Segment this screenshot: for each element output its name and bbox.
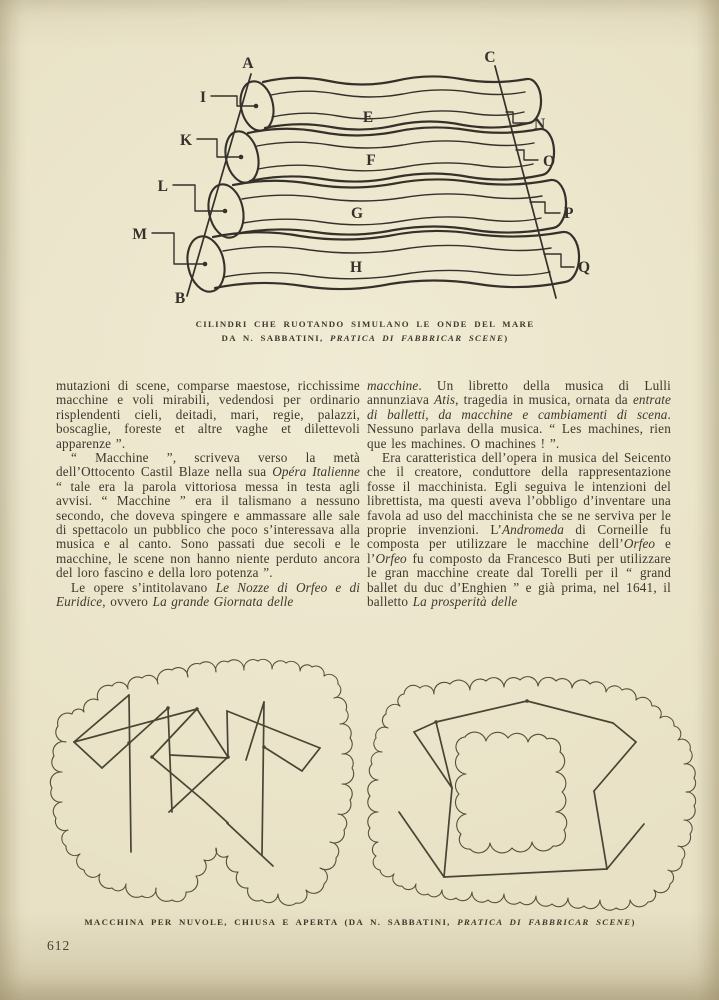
label-b: B [174,290,186,307]
text-column-right [367,379,671,610]
text-run: mutazioni di scene, comparse maestose, ricchissime macchine e voli mirabili, vedendosi per ordinario risplendenti cieli, deitadi, mari, regie, palazzi, boscaglie, foreste et altre vaghe et dilettevoli apparenze ”. [56,378,360,451]
page-number: 612 [47,938,71,953]
label-a: A [242,55,254,72]
rod-joint-dot [127,741,131,745]
label-k: K [179,132,192,149]
leader-k [197,139,240,157]
label-p: P [564,205,574,222]
cylinder-body-g [233,179,566,234]
frame-line-c [495,66,556,298]
frame-rod [197,709,228,757]
cylinder-wave-g1 [242,194,542,201]
leader-p [530,202,560,213]
cylinder-wave-f2 [258,163,533,171]
text-run: . Nessuno parlava della musica. “ Les machines, rien que les machines. O machines ! ”. [367,406,671,451]
label-f: F [366,152,376,169]
caption-text: MACCHINA PER NUVOLE, CHIUSA E APERTA (DA N. SABBATINI, [84,917,458,927]
caption-line-1 [140,318,590,332]
italic-text-run: Andromeda [502,522,564,538]
text-run: Le opere s’intitolavano [71,579,216,595]
text-run: Era caratteristica dell’opera in musica del Seicento che il creatore, conduttore della rappresentazione fosse il macchinista. Egli seguiva le intenzioni del librettista, ma questi aveva l’obbligo d’inventare una favola ad uso del macchinista che se ne serviva per le proprie invenzioni. L’ [367,450,671,538]
frame-rod [444,788,452,877]
frame-rod-joints [127,699,529,759]
caption-text: DA N. SABBATINI, [221,332,330,343]
label-i: I [199,89,206,106]
cylinder-wave-e1 [271,90,525,97]
leader-l [173,185,224,211]
frame-rod [302,748,320,771]
text-run: fu composto da Francesco Buti per utilizzare le gran macchine create dal Torelli per il “ grand ballet du duc d’Enghien ” e già prima, nel 1641, il balletto [367,550,671,610]
italic-text-run: macchine [367,378,419,393]
cylinder-wave-e2 [272,111,524,119]
cylinder-wave-g2 [243,217,541,225]
figure-wave-cylinders [132,49,590,307]
frame-rod [594,742,636,791]
cylinder-body-f [248,127,554,181]
label-o: O [543,153,556,170]
frame-rod [414,732,452,788]
text-run: “ Macchine ”, scriveva verso la metà dell’Ottocento Castil Blaze nella sua [56,450,360,480]
cylinder-wave-h1 [223,245,551,253]
caption-text: ) [504,332,509,343]
italic-text-run: Orfeo [623,536,656,552]
caption-text: CILINDRI CHE RUOTANDO SIMULANO LE ONDE DEL MARE [195,319,535,329]
text-column-left [56,379,360,610]
italic-text-run: Le Nozze di Orfeo e di Euridice [56,579,360,610]
figure-cloud-machines [50,659,695,910]
axis-dot-h [203,262,208,267]
paragraph [56,451,360,581]
axis-dot-g [223,209,228,214]
paragraph [56,581,360,610]
text-run: di Corneille fu composta per utilizzare le macchine dell’ [367,522,672,552]
frame-rod [264,747,302,771]
frame-rod [203,800,228,823]
cloud-closed-frame-rods [74,695,320,866]
rod-joint-dot [525,699,529,703]
axis-dot-e [254,104,259,109]
leader-q [544,254,574,267]
cylinder-wave-h2 [224,270,550,278]
caption-text: ) [631,917,636,927]
frame-rod [170,755,228,758]
frame-rod [607,824,644,869]
label-m: M [132,226,147,243]
text-run: . Un libretto della musica di Lulli annunziava [367,378,671,408]
italic-text-run: entrate di balletti, da macchine e cambiamenti di scena [367,392,671,422]
text-run: , tragedia in musica, ornata da [455,392,633,408]
rod-joint-dot [166,706,170,710]
frame-rod [436,722,452,788]
label-e: E [362,109,374,126]
italic-text-run: La prosperità delle [412,594,518,610]
label-h: H [349,259,363,276]
rod-joint-dot [262,745,266,749]
cylinder-body-h [213,231,579,289]
italic-text-run: Orfeo [375,550,407,566]
frame-rod [74,742,102,768]
frame-rod [436,701,527,722]
frame-rod [129,695,131,852]
caption-work-title: PRATICA DI FABBRICAR SCENE [329,332,505,343]
frame-rod [399,812,444,877]
rod-joint-dot [150,755,154,759]
label-l: L [157,178,168,195]
label-g: G [350,205,364,222]
rod-joint-dot [434,720,438,724]
cloud-open-frame-rods [399,701,644,877]
label-c: C [484,49,496,66]
frame-rod [227,711,228,757]
paragraph [367,379,671,451]
frame-rod [414,722,436,732]
label-q: Q [578,259,591,276]
text-run: “ tale era la parola vittoriosa messa in testa agli avvisi. “ Macchine ” era il talismano a nessuno secondo, che doveva spingere e ammassare alle sale di spettacolo un pubblico che poco s’interessava alla musica e al canto. Sono passati due secoli e le macchine, le scene non hanno niente perduto ancora del loro fascino e della loro potenza ”. [56,478,360,581]
paragraph [367,451,671,609]
text-run: e l’ [367,536,671,566]
italic-text-run: Atis [434,392,456,408]
frame-rod [594,791,607,869]
leader-i [211,96,254,106]
frame-rod [527,701,613,723]
frame-rod [152,757,203,800]
frame-rod [227,823,273,866]
axis-dot-f [239,155,244,160]
caption-work-title: PRATICA DI FABBRICAR SCENE [457,917,632,927]
cloud-open-inner-outline [455,732,566,853]
figure-caption-cylinders [140,318,590,345]
cloud-open-outer-outline [368,677,696,911]
cylinder-wave-f1 [257,141,534,148]
frame-rod [246,702,264,760]
italic-text-run: Opéra Italienne [272,464,360,480]
frame-rod [227,711,320,748]
frame-rod [444,869,607,877]
frame-rod [613,723,636,742]
text-run: , ovvero [102,594,153,610]
figure-caption-clouds [40,916,680,930]
rod-joint-dot [226,755,230,759]
caption-line-2 [140,332,590,346]
frame-rod [169,757,228,812]
italic-text-run: La grande Giornata delle [152,594,294,610]
label-n: N [534,116,546,133]
paragraph [56,379,360,451]
frame-rod [168,708,172,812]
rod-joint-dot [195,707,199,711]
frame-rod [102,708,168,768]
